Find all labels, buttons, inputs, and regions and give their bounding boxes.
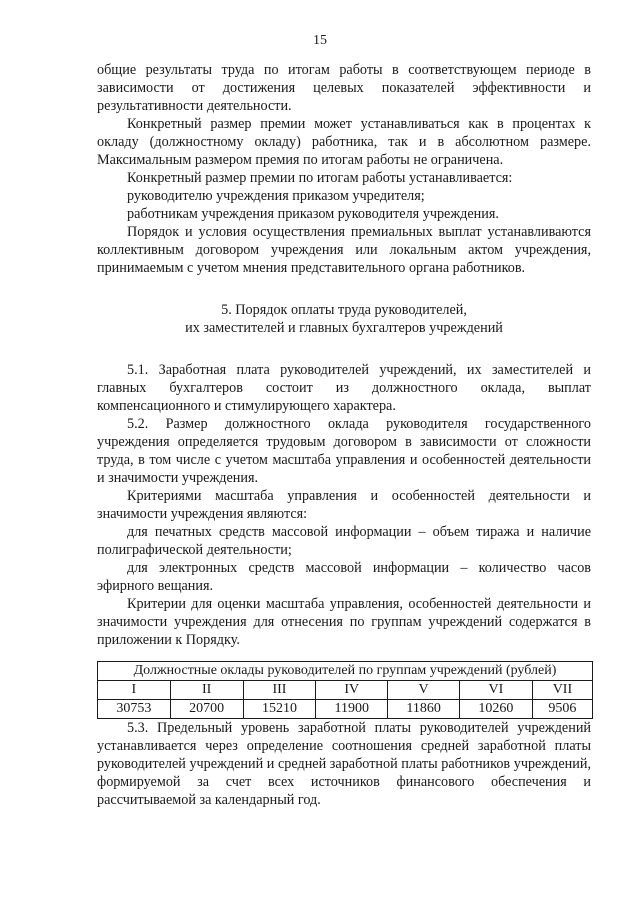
table-header-row xyxy=(98,681,593,700)
table-header-cell: VII xyxy=(532,681,592,700)
table-cell: 30753 xyxy=(98,700,171,719)
table-row xyxy=(98,700,593,719)
paragraph-results-continuation: общие результаты труда по итогам работы в соответствующем периоде в зависимости от достижения целевых показателей эффективности и результативности деятельности. xyxy=(97,62,591,114)
table-header-cell: V xyxy=(388,681,460,700)
paragraph-criteria-appendix: Критерии для оценки масштаба управления, особенностей деятельности и значимости учреждения для отнесения по группам учреждений содержатся в приложении к Порядку. xyxy=(97,596,591,648)
paragraph-5-1: 5.1. Заработная плата руководителей учреждений, их заместителей и главных бухгалтеров состоит из должностного оклада, выплат компенсационного и стимулирующего характера. xyxy=(97,362,591,414)
table-header-cell: VI xyxy=(460,681,533,700)
table-header-cell: IV xyxy=(316,681,388,700)
section-heading xyxy=(97,301,591,337)
section-heading-line2: их заместителей и главных бухгалтеров учреждений xyxy=(185,320,503,336)
table-caption: Должностные оклады руководителей по группам учреждений (рублей) xyxy=(98,662,593,681)
paragraph-bonus-size: Конкретный размер премии может устанавливаться как в процентах к окладу (должностному окладу) работника, так и в абсолютном размере. Максимальным размером премия по итогам работы не ограничена. xyxy=(97,116,591,168)
page-number: 15 xyxy=(313,33,327,48)
paragraph-bonus-established: Конкретный размер премии по итогам работы устанавливается: xyxy=(127,170,513,186)
list-item-head: руководителю учреждения приказом учредителя; xyxy=(127,188,425,204)
table-cell: 11860 xyxy=(388,700,460,719)
section-heading-line1: 5. Порядок оплаты труда руководителей, xyxy=(221,302,467,318)
list-item-employees: работникам учреждения приказом руководителя учреждения. xyxy=(127,206,499,222)
document-body xyxy=(97,61,591,809)
paragraph-5-2: 5.2. Размер должностного оклада руководителя государственного учреждения определяется трудовым договором в зависимости от сложности труда, в том числе с учетом масштаба управления и особенностей деятельности и значимости учреждения. xyxy=(97,416,591,486)
list-item-electronic-media: для электронных средств массовой информации – количество часов эфирного вещания. xyxy=(97,560,591,594)
paragraph-bonus-procedure: Порядок и условия осуществления премиальных выплат устанавливаются коллективным договором учреждения или локальным актом учреждения, принимаемым с учетом мнения представительного органа работников. xyxy=(97,224,591,276)
table-cell: 20700 xyxy=(170,700,243,719)
table-header-cell: III xyxy=(243,681,316,700)
table-header-cell: II xyxy=(170,681,243,700)
list-item-print-media: для печатных средств массовой информации – объем тиража и наличие полиграфической деятельности; xyxy=(97,524,591,558)
spacer xyxy=(97,337,591,361)
table-cell: 10260 xyxy=(460,700,533,719)
table-cell: 9506 xyxy=(532,700,592,719)
table-cell: 15210 xyxy=(243,700,316,719)
table-cell: 11900 xyxy=(316,700,388,719)
salary-table xyxy=(97,661,593,719)
table-header-cell: I xyxy=(98,681,171,700)
table-caption-row xyxy=(98,662,593,681)
paragraph-5-3: 5.3. Предельный уровень заработной платы руководителей учреждений устанавливается через определение соотношения средней заработной платы руководителей учреждений и средней заработной платы работников учреждений, формируемой за счет всех источников финансового обеспечения и рассчитываемой за календарный год. xyxy=(97,720,591,808)
paragraph-criteria: Критериями масштаба управления и особенностей деятельности и значимости учреждения являются: xyxy=(97,488,591,522)
